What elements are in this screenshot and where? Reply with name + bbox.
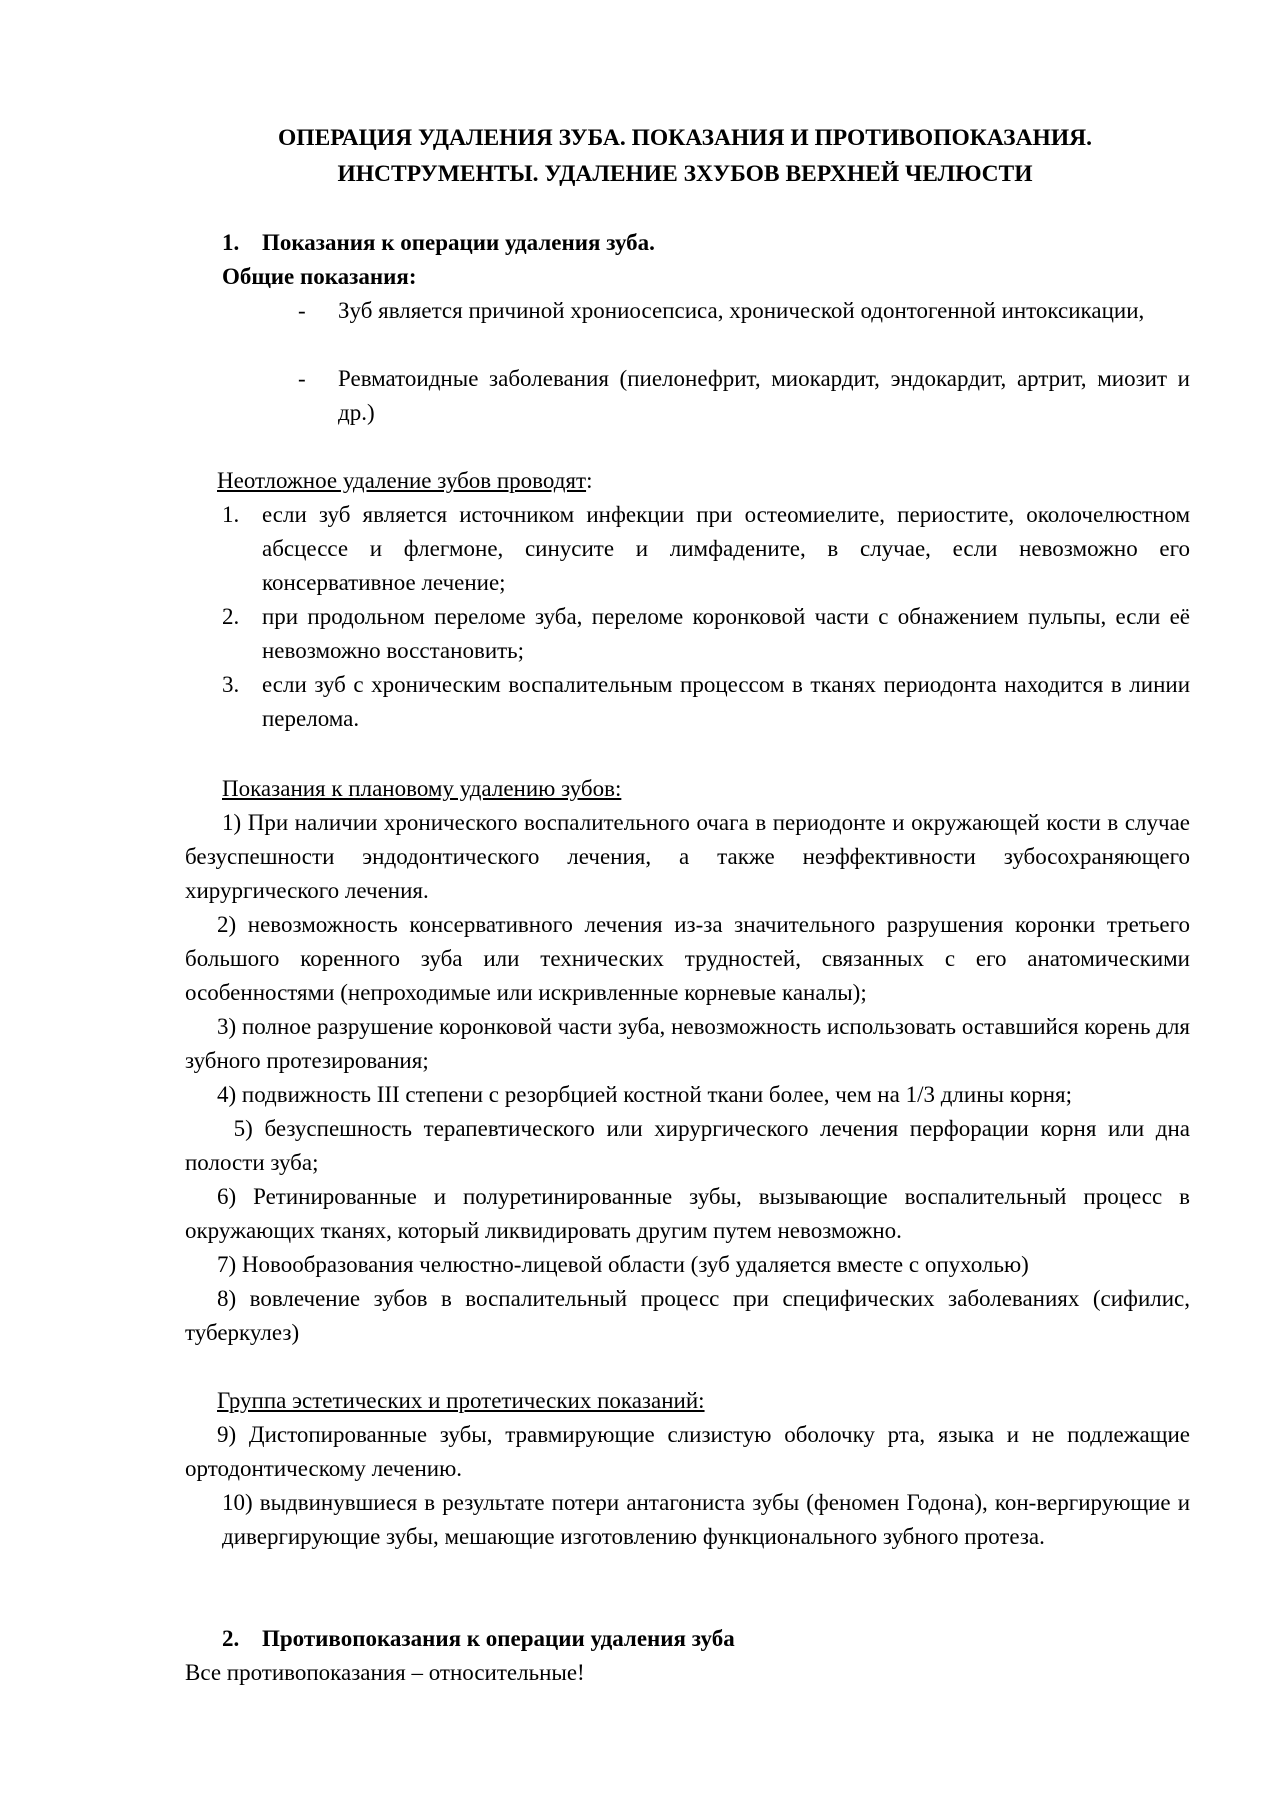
general-item-1: Зуб является причиной хрониосепсиса, хронической одонтогенной интоксикации, [338, 298, 1145, 323]
urgent-item-2-number: 2. [222, 604, 240, 629]
section-1-heading: Показания к операции удаления зуба. [262, 230, 655, 255]
section-1-number: 1. [222, 230, 240, 255]
urgent-item-3: если зуб с хроническим воспалительным процессом в тканях периодонта находится в линии перелома. [262, 672, 1190, 731]
general-item-2: Ревматоидные заболевания (пиелонефрит, миокардит, эндокардит, артрит, миозит и др.) [338, 366, 1190, 425]
general-indications-label: Общие показания: [222, 264, 417, 289]
planned-item-4: 4) подвижность III степени с резорбцией костной ткани более, чем на 1/3 длины корня; [217, 1082, 1072, 1107]
title-line-2: ИНСТРУМЕНТЫ. УДАЛЕНИЕ ЗХУБОВ ВЕРХНЕЙ ЧЕЛЮСТИ [337, 161, 1033, 187]
contraindications-note: Все противопоказания – относительные! [185, 1660, 585, 1685]
planned-item-3: 3) полное разрушение коронковой части зуба, невозможность использовать оставшийся корень для зубного протезирования; [185, 1014, 1190, 1073]
planned-item-6: 6) Ретинированные и полуретинированные зубы, вызывающие воспалительный процесс в окружающих тканях, который ликвидировать другим путем невозможно. [185, 1184, 1190, 1243]
section-2-heading: Противопоказания к операции удаления зуба [262, 1626, 735, 1651]
urgent-label-wrap [217, 464, 592, 498]
planned-label: Показания к плановому удалению зубов: [222, 776, 622, 801]
planned-item-1: 1) При наличии хронического воспалительного очага в периодонте и окружающей кости в случае безуспешности эндодонтического лечения, а также неэффективности зубосохраняющего хирургического лечения. [185, 810, 1190, 903]
document-title [185, 120, 1185, 192]
general-item-1-bullet: - [298, 298, 306, 323]
planned-item-5: 5) безуспешность терапевтического или хирургического лечения перфорации корня или дна полости зуба; [185, 1116, 1196, 1175]
urgent-label-colon: : [586, 468, 593, 493]
general-item-2-bullet: - [298, 366, 306, 391]
section-2-number: 2. [222, 1626, 240, 1651]
urgent-item-1: если зуб является источником инфекции при остеомиелите, периостите, околочелюстном абсцессе и флегмоне, синусите и лимфадените, в случае, если невозможно его консервативное лечение; [262, 502, 1190, 595]
urgent-label: Неотложное удаление зубов проводят [217, 468, 587, 493]
planned-item-2: 2) невозможность консервативного лечения из-за значительного разрушения коронки третьего большого коренного зуба или технических трудностей, связанных с его анатомическими особенностями (непроходимые или искривленные корневые каналы); [185, 912, 1190, 1005]
planned-item-7: 7) Новообразования челюстно-лицевой области (зуб удаляется вместе с опухолью) [217, 1252, 1029, 1277]
aesthetic-label: Группа эстетических и протетических показаний: [217, 1388, 705, 1413]
urgent-item-1-number: 1. [222, 502, 240, 527]
urgent-item-3-number: 3. [222, 672, 240, 697]
aesthetic-item-9: 9) Дистопированные зубы, травмирующие слизистую оболочку рта, языка и не подлежащие ортодонтическому лечению. [185, 1422, 1190, 1481]
urgent-item-2: при продольном переломе зуба, переломе коронковой части с обнажением пульпы, если её невозможно восстановить; [262, 604, 1190, 663]
aesthetic-item-10: 10) выдвинувшиеся в результате потери антагониста зубы (феномен Годона), кон-вергирующие и дивергирующие зубы, мешающие изготовлению функционального зубного протеза. [222, 1490, 1190, 1549]
planned-item-8: 8) вовлечение зубов в воспалительный процесс при специфических заболеваниях (сифилис, туберкулез) [185, 1286, 1190, 1345]
title-line-1: ОПЕРАЦИЯ УДАЛЕНИЯ ЗУБА. ПОКАЗАНИЯ И ПРОТИВОПОКАЗАНИЯ. [278, 125, 1092, 151]
